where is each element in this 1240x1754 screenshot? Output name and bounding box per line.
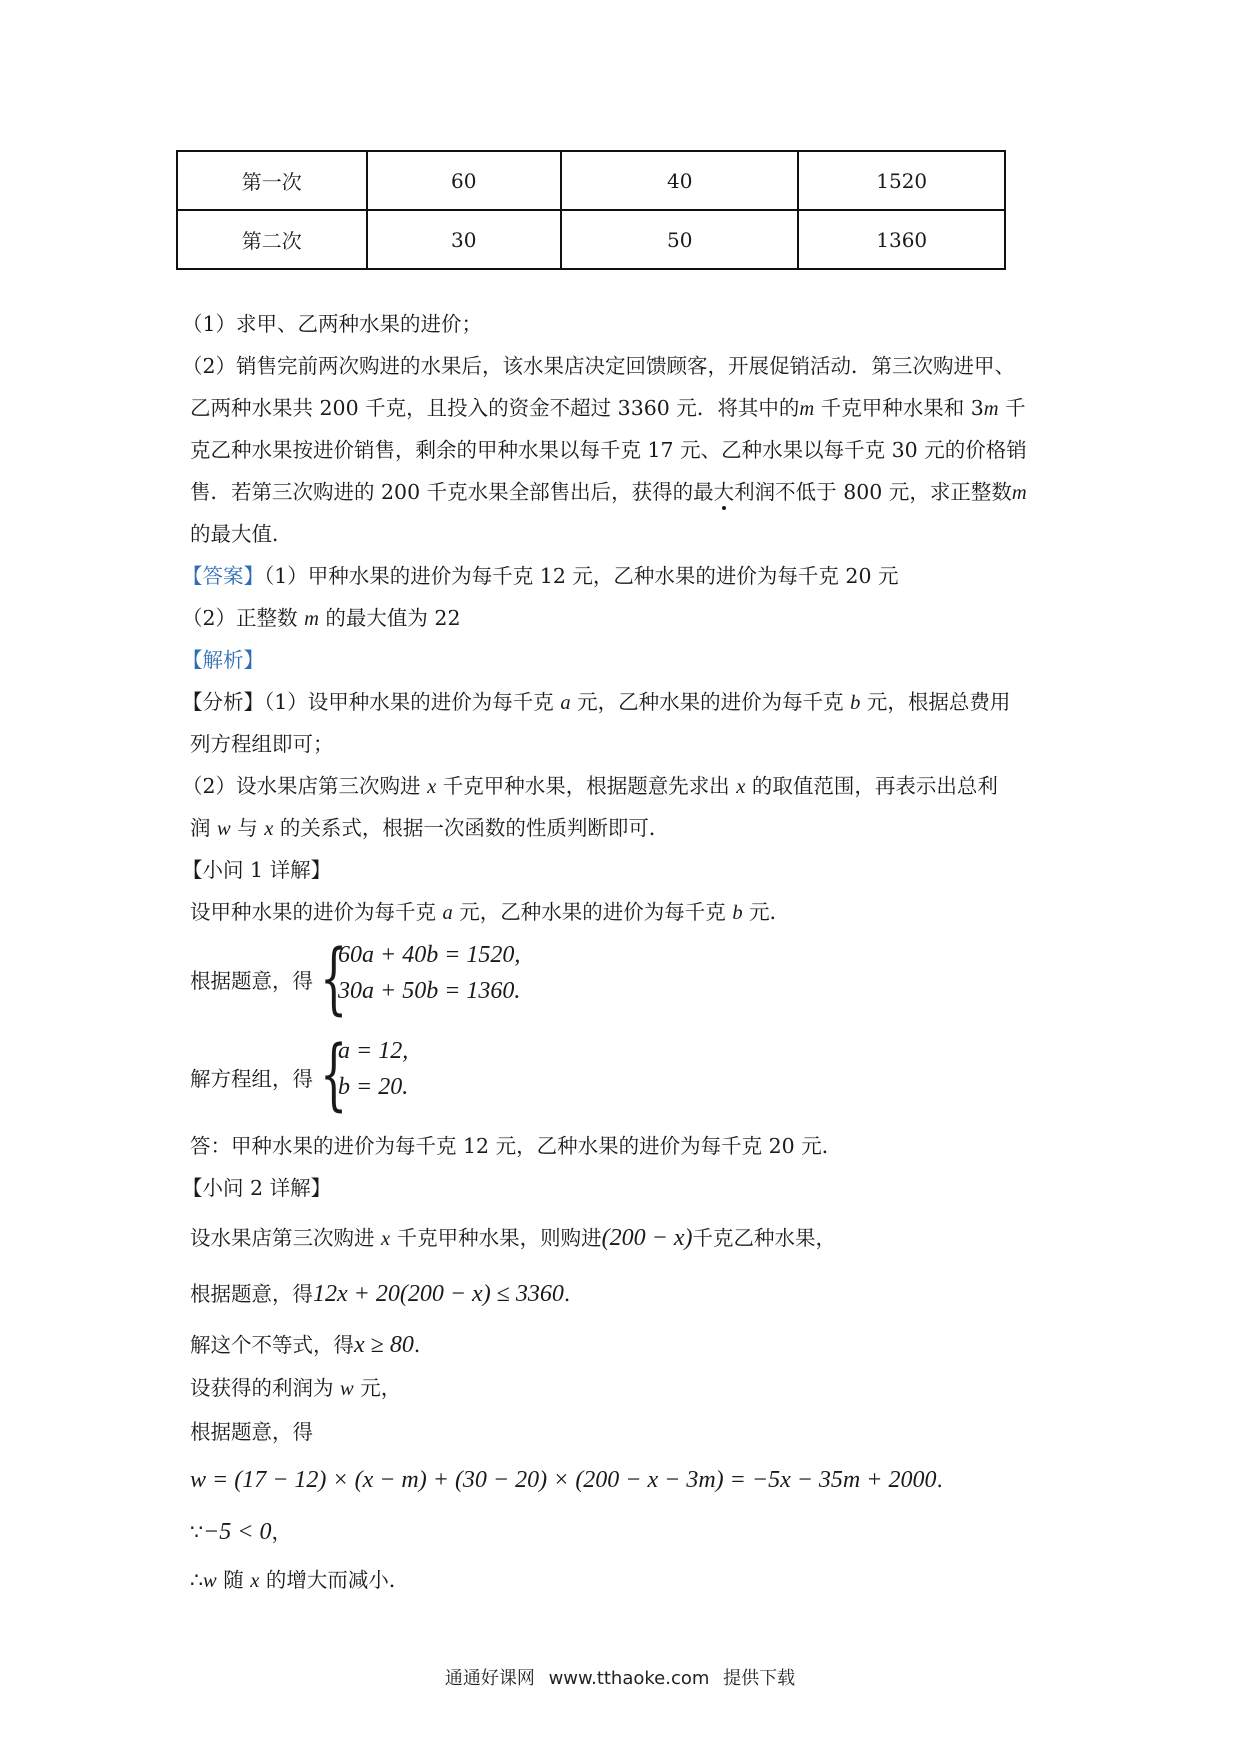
- equation: b = 20.: [338, 1074, 409, 1100]
- part2-line-1: [190, 1224, 836, 1253]
- emphasis-text: 大: [713, 480, 735, 504]
- part2-line-5: 根据题意，得: [190, 1420, 313, 1444]
- brace-icon: {: [320, 1030, 348, 1120]
- text: 解这个不等式，得: [190, 1333, 354, 1357]
- text: （1）设甲种水果的进价为每千克: [264, 690, 561, 714]
- table-cell: 1360: [798, 210, 1005, 269]
- text: （2）设水果店第三次购进: [182, 774, 428, 798]
- text: 元，: [353, 1376, 402, 1400]
- variable: m: [1011, 482, 1027, 504]
- text: 的增大而减小．: [259, 1568, 410, 1592]
- part1-line-1: [190, 898, 790, 927]
- table-cell: 60: [367, 151, 562, 210]
- text: ．: [936, 1468, 957, 1492]
- text: ．: [413, 1333, 435, 1357]
- text: 千克甲种水果，则购进: [390, 1226, 602, 1250]
- text: 设水果店第三次购进: [190, 1226, 382, 1250]
- table-row: [177, 210, 1005, 269]
- analysis-line-1: [182, 688, 1010, 717]
- text: 随: [216, 1568, 251, 1592]
- text: 乙两种水果共 200 千克，且投入的资金不超过 3360 元．将其中的: [190, 396, 800, 420]
- system-label: 解方程组，得: [190, 1067, 313, 1091]
- footer-note: 提供下载: [723, 1668, 796, 1689]
- brace-icon: {: [320, 934, 348, 1024]
- variable: m: [304, 608, 319, 630]
- variable: w: [217, 818, 231, 840]
- math-expression: −5 < 0: [203, 1519, 272, 1545]
- part2-title: 【小问 2 详解】: [182, 1176, 332, 1200]
- table-cell: 50: [561, 210, 798, 269]
- text: 千克甲种水果和 3: [814, 396, 984, 420]
- text: 设获得的利润为: [190, 1376, 341, 1400]
- because-symbol: ∵: [190, 1520, 204, 1544]
- question-2-line-3: 克乙种水果按进价销售，剩余的甲种水果以每千克 17 元、乙种水果以每千克 30 元的价格销: [190, 438, 1027, 462]
- purchase-table: [176, 150, 1006, 270]
- part2-line-6: [190, 1466, 957, 1494]
- table-row: [177, 151, 1005, 210]
- text: 千克甲种水果，根据题意先求出: [436, 774, 737, 798]
- part1-title: 【小问 1 详解】: [182, 858, 332, 882]
- therefore-symbol: ∴: [190, 1568, 204, 1592]
- text: （2）正整数: [182, 606, 305, 630]
- question-1: （1）求甲、乙两种水果的进价；: [182, 312, 483, 336]
- part2-line-3: [190, 1331, 434, 1359]
- text: 元．: [742, 900, 791, 924]
- part2-line-7: [190, 1518, 292, 1546]
- system-label: 根据题意，得: [190, 969, 313, 993]
- answer-label: 【答案】: [182, 564, 264, 588]
- math-expression: x ≥ 80: [354, 1332, 414, 1358]
- text: 与: [230, 816, 265, 840]
- equation-system-1: [190, 934, 590, 1024]
- part2-line-8: [190, 1566, 409, 1595]
- part2-line-4: [190, 1374, 401, 1403]
- table-cell: 40: [561, 151, 798, 210]
- variable: a: [560, 692, 571, 714]
- math-expression: (200 − x): [601, 1225, 693, 1251]
- variable: a: [442, 902, 453, 924]
- variable: x: [427, 776, 437, 798]
- equation: 30a + 50b = 1360.: [338, 978, 521, 1004]
- text: 根据题意，得: [190, 1282, 313, 1306]
- table-cell: 30: [367, 210, 562, 269]
- text: ，: [271, 1520, 292, 1544]
- analysis-label: 【解析】: [182, 648, 264, 672]
- analysis-line-4: [190, 814, 669, 843]
- text: ．: [563, 1282, 585, 1306]
- text: 设甲种水果的进价为每千克: [190, 900, 443, 924]
- analysis-line-2: 列方程组即可；: [190, 732, 334, 756]
- math-expression: 12x + 20(200 − x) ≤ 3360: [313, 1281, 564, 1307]
- text: 元，根据总费用: [860, 690, 1011, 714]
- analysis-line-3: [182, 772, 998, 801]
- text: 的取值范围，再表示出总利: [745, 774, 998, 798]
- variable: x: [264, 818, 274, 840]
- variable: w: [203, 1570, 217, 1592]
- text: 元，乙种水果的进价为每千克: [452, 900, 733, 924]
- variable: x: [250, 1570, 260, 1592]
- answer-line-1: [182, 562, 899, 590]
- text: 利润不低于 800 元，求正整数: [734, 480, 1012, 504]
- footer-url[interactable]: www.tthaoke.com: [548, 1668, 710, 1689]
- fenxi-label: 【分析】: [182, 690, 264, 714]
- part1-answer: 答：甲种水果的进价为每千克 12 元，乙种水果的进价为每千克 20 元．: [190, 1134, 843, 1158]
- variable: b: [732, 902, 743, 924]
- text: 售．若第三次购进的 200 千克水果全部售出后，获得的最: [190, 480, 714, 504]
- footer-site-name: 通通好课网: [444, 1668, 535, 1689]
- question-2-line-5: 的最大值．: [190, 522, 293, 546]
- table-cell: 1520: [798, 151, 1005, 210]
- table-cell: 第二次: [177, 210, 367, 269]
- variable: w: [340, 1378, 354, 1400]
- variable: x: [736, 776, 746, 798]
- variable: m: [983, 398, 999, 420]
- variable: x: [381, 1228, 391, 1250]
- text: 千克乙种水果，: [692, 1226, 837, 1250]
- page-footer: [0, 1664, 1240, 1690]
- table-cell: 第一次: [177, 151, 367, 210]
- text: 的最大值为 22: [318, 606, 461, 630]
- text: 元，乙种水果的进价为每千克: [570, 690, 851, 714]
- text: 润: [190, 816, 218, 840]
- variable: b: [850, 692, 861, 714]
- variable: m: [799, 398, 815, 420]
- answer-line-2: [182, 604, 461, 633]
- text: 的关系式，根据一次函数的性质判断即可．: [273, 816, 670, 840]
- part2-line-2: [190, 1280, 584, 1308]
- question-2-line-1: （2）销售完前两次购进的水果后，该水果店决定回馈顾客，开展促销活动．第三次购进甲、: [182, 354, 1016, 378]
- equation-system-2: [190, 1030, 590, 1120]
- equation: 60a + 40b = 1520,: [338, 942, 521, 968]
- text: （1）甲种水果的进价为每千克 12 元，乙种水果的进价为每千克 20 元: [264, 564, 899, 588]
- text: 千: [998, 396, 1026, 420]
- equation: a = 12,: [338, 1038, 409, 1064]
- question-2-line-2: [190, 394, 1026, 423]
- question-2-line-4: [190, 478, 1027, 507]
- math-expression: w = (17 − 12) × (x − m) + (30 − 20) × (200 − x − 3m) = −5x − 35m + 2000: [190, 1467, 937, 1493]
